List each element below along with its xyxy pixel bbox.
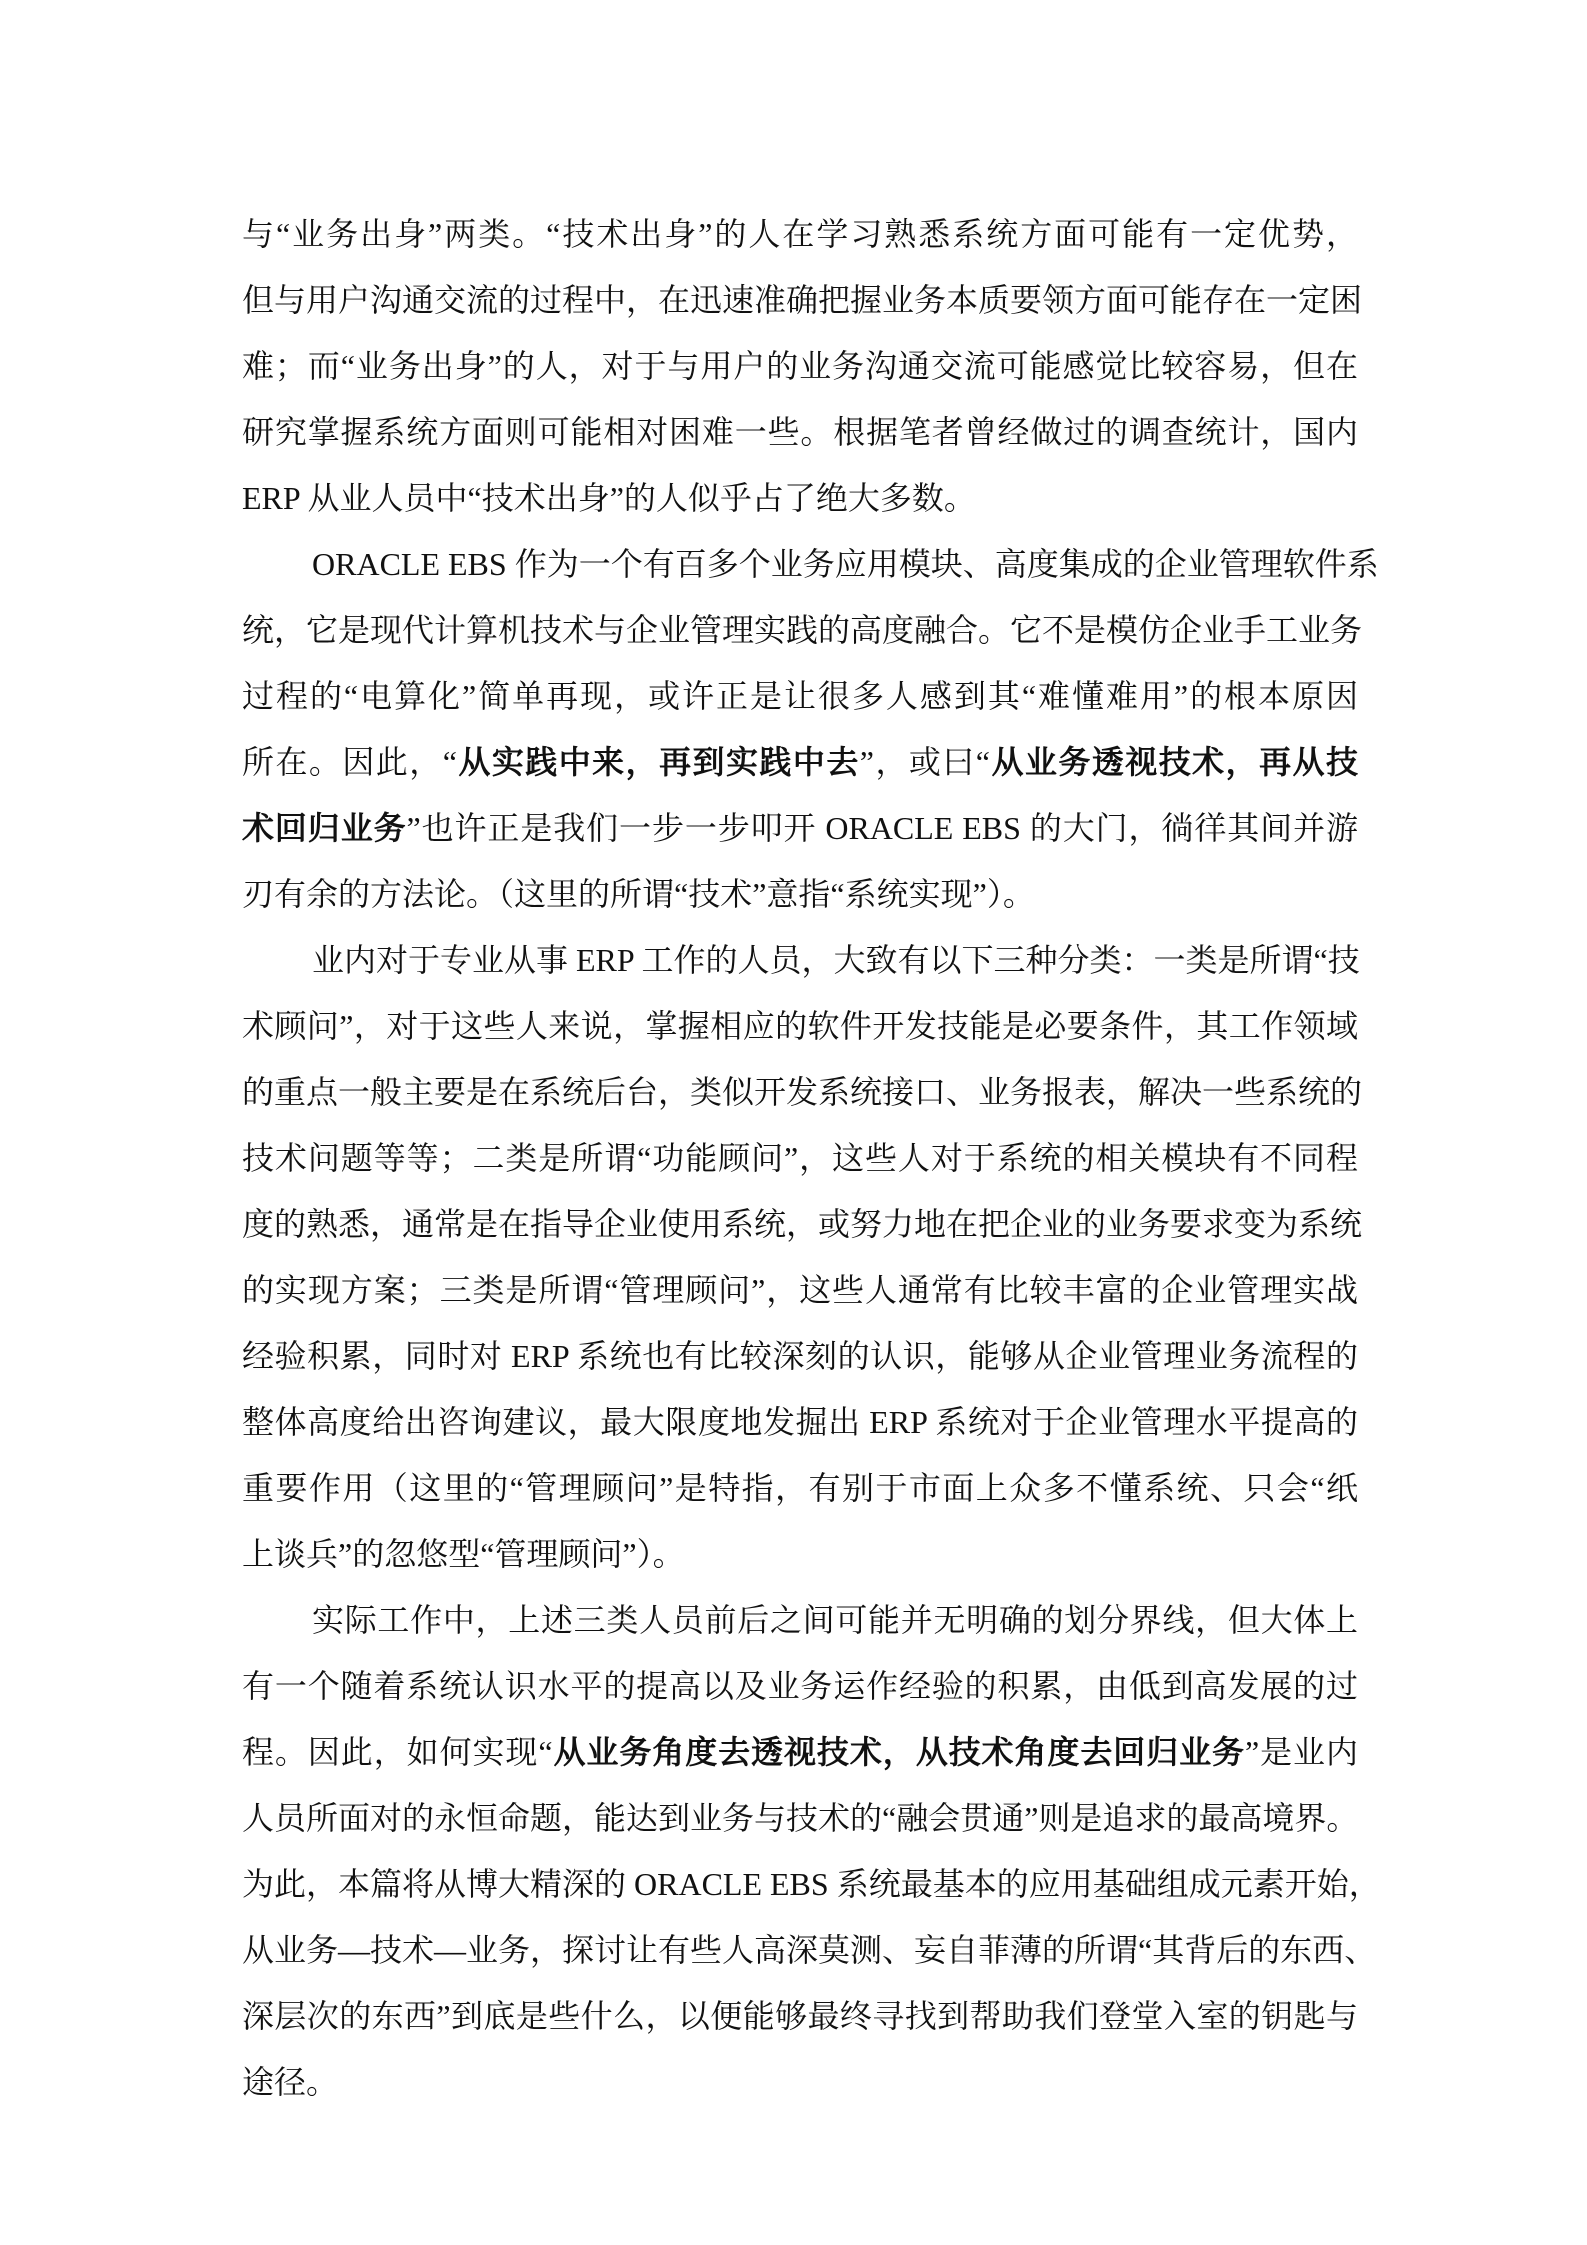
text-run: ”，或曰“	[859, 744, 991, 780]
text-run: 业内对于专业从事 ERP 工作的人员，大致有以下三种分类：一类是所谓“技	[312, 942, 1360, 978]
text-run: 重要作用（这里的“管理顾问”是特指，有别于市面上众多不懂系统、只会“纸	[242, 1470, 1358, 1506]
text-run: 刃有余的方法论。（这里的所谓“技术”意指“系统实现”）。	[242, 876, 1035, 912]
text-line	[242, 1059, 1363, 1125]
text-line	[242, 597, 1363, 663]
text-run: 实际工作中，上述三类人员前后之间可能并无明确的划分界线，但大体上	[312, 1602, 1358, 1638]
paragraph	[242, 201, 1363, 531]
text-line	[242, 267, 1363, 333]
text-line	[242, 993, 1358, 1059]
text-line	[242, 1917, 1377, 1983]
text-run: 的实现方案；三类是所谓“管理顾问”，这些人通常有比较丰富的企业管理实战	[242, 1272, 1358, 1308]
text-line	[242, 1587, 1358, 1653]
text-run: ”也许正是我们一步一步叩开 ORACLE EBS 的大门，徜徉其间并游	[406, 810, 1358, 846]
text-run: ”是业内	[1244, 1734, 1358, 1770]
text-run: 但与用户沟通交流的过程中，在迅速准确把握业务本质要领方面可能存在一定困	[242, 282, 1363, 318]
text-run: 程。因此，如何实现“	[242, 1734, 553, 1770]
text-run: 为此，本篇将从博大精深的 ORACLE EBS 系统最基本的应用基础组成元素开始，	[242, 1866, 1381, 1902]
text-line	[242, 795, 1358, 861]
bold-text: 从业务透视技术，再从技	[990, 744, 1358, 780]
bold-text: 从业务角度去透视技术，从技术角度去回归业务	[552, 1734, 1245, 1770]
text-run: 术顾问”，对于这些人来说，掌握相应的软件开发技能是必要条件，其工作领域	[242, 1008, 1358, 1044]
text-run: 统，它是现代计算机技术与企业管理实践的高度融合。它不是模仿企业手工业务	[242, 612, 1363, 648]
text-line	[242, 1323, 1358, 1389]
text-line	[242, 399, 1358, 465]
text-line	[242, 1983, 1358, 2049]
bold-text: 术回归业务	[242, 810, 407, 846]
bold-text: 从实践中来，再到实践中去	[456, 744, 860, 780]
text-line	[242, 1257, 1358, 1323]
text-line	[242, 729, 1358, 795]
text-line	[242, 1125, 1358, 1191]
text-run: ORACLE EBS 作为一个有百多个业务应用模块、高度集成的企业管理软件系	[312, 546, 1379, 582]
text-line	[242, 2049, 1358, 2115]
text-line	[242, 663, 1358, 729]
paragraph	[242, 927, 1363, 1587]
text-run: 经验积累，同时对 ERP 系统也有比较深刻的认识，能够从企业管理业务流程的	[242, 1338, 1358, 1374]
text-run: 深层次的东西”到底是些什么，以便能够最终寻找到帮助我们登堂入室的钥匙与	[242, 1998, 1358, 2034]
text-run: 有一个随着系统认识水平的提高以及业务运作经验的积累，由低到高发展的过	[242, 1668, 1358, 1704]
text-line	[242, 201, 1358, 267]
text-line	[242, 531, 1379, 597]
text-run: ERP 从业人员中“技术出身”的人似乎占了绝大多数。	[242, 480, 976, 516]
text-run: 度的熟悉，通常是在指导企业使用系统，或努力地在把企业的业务要求变为系统	[242, 1206, 1363, 1242]
document-body	[242, 201, 1381, 2115]
text-run: 的重点一般主要是在系统后台，类似开发系统接口、业务报表，解决一些系统的	[242, 1074, 1363, 1110]
text-line	[242, 1719, 1358, 1785]
text-run: 途径。	[242, 2064, 339, 2100]
text-line	[242, 927, 1358, 993]
text-run: 过程的“电算化”简单再现，或许正是让很多人感到其“难懂难用”的根本原因	[242, 678, 1358, 714]
text-line	[242, 861, 1358, 927]
text-line	[242, 1785, 1358, 1851]
text-line	[242, 1521, 1358, 1587]
text-run: 从业务—技术—业务，探讨让有些人高深莫测、妄自菲薄的所谓“其背后的东西、	[242, 1932, 1377, 1968]
text-line	[242, 1851, 1381, 1917]
text-line	[242, 1455, 1358, 1521]
text-run: 整体高度给出咨询建议，最大限度地发掘出 ERP 系统对于企业管理水平提高的	[242, 1404, 1358, 1440]
text-line	[242, 465, 1358, 531]
text-run: 人员所面对的永恒命题，能达到业务与技术的“融会贯通”则是追求的最高境界。	[242, 1800, 1359, 1836]
text-run: 上谈兵”的忽悠型“管理顾问”）。	[242, 1536, 685, 1572]
text-run: 研究掌握系统方面则可能相对困难一些。根据笔者曾经做过的调查统计，国内	[242, 414, 1358, 450]
text-run: 难；而“业务出身”的人，对于与用户的业务沟通交流可能感觉比较容易，但在	[242, 348, 1358, 384]
text-run: 与“业务出身”两类。“技术出身”的人在学习熟悉系统方面可能有一定优势，	[242, 216, 1358, 252]
text-run: 技术问题等等；二类是所谓“功能顾问”，这些人对于系统的相关模块有不同程	[242, 1140, 1358, 1176]
text-line	[242, 1653, 1358, 1719]
text-run: 所在。因此，“	[242, 744, 457, 780]
text-line	[242, 333, 1358, 399]
text-line	[242, 1191, 1363, 1257]
text-line	[242, 1389, 1358, 1455]
paragraph	[242, 1587, 1381, 2115]
paragraph	[242, 531, 1379, 927]
